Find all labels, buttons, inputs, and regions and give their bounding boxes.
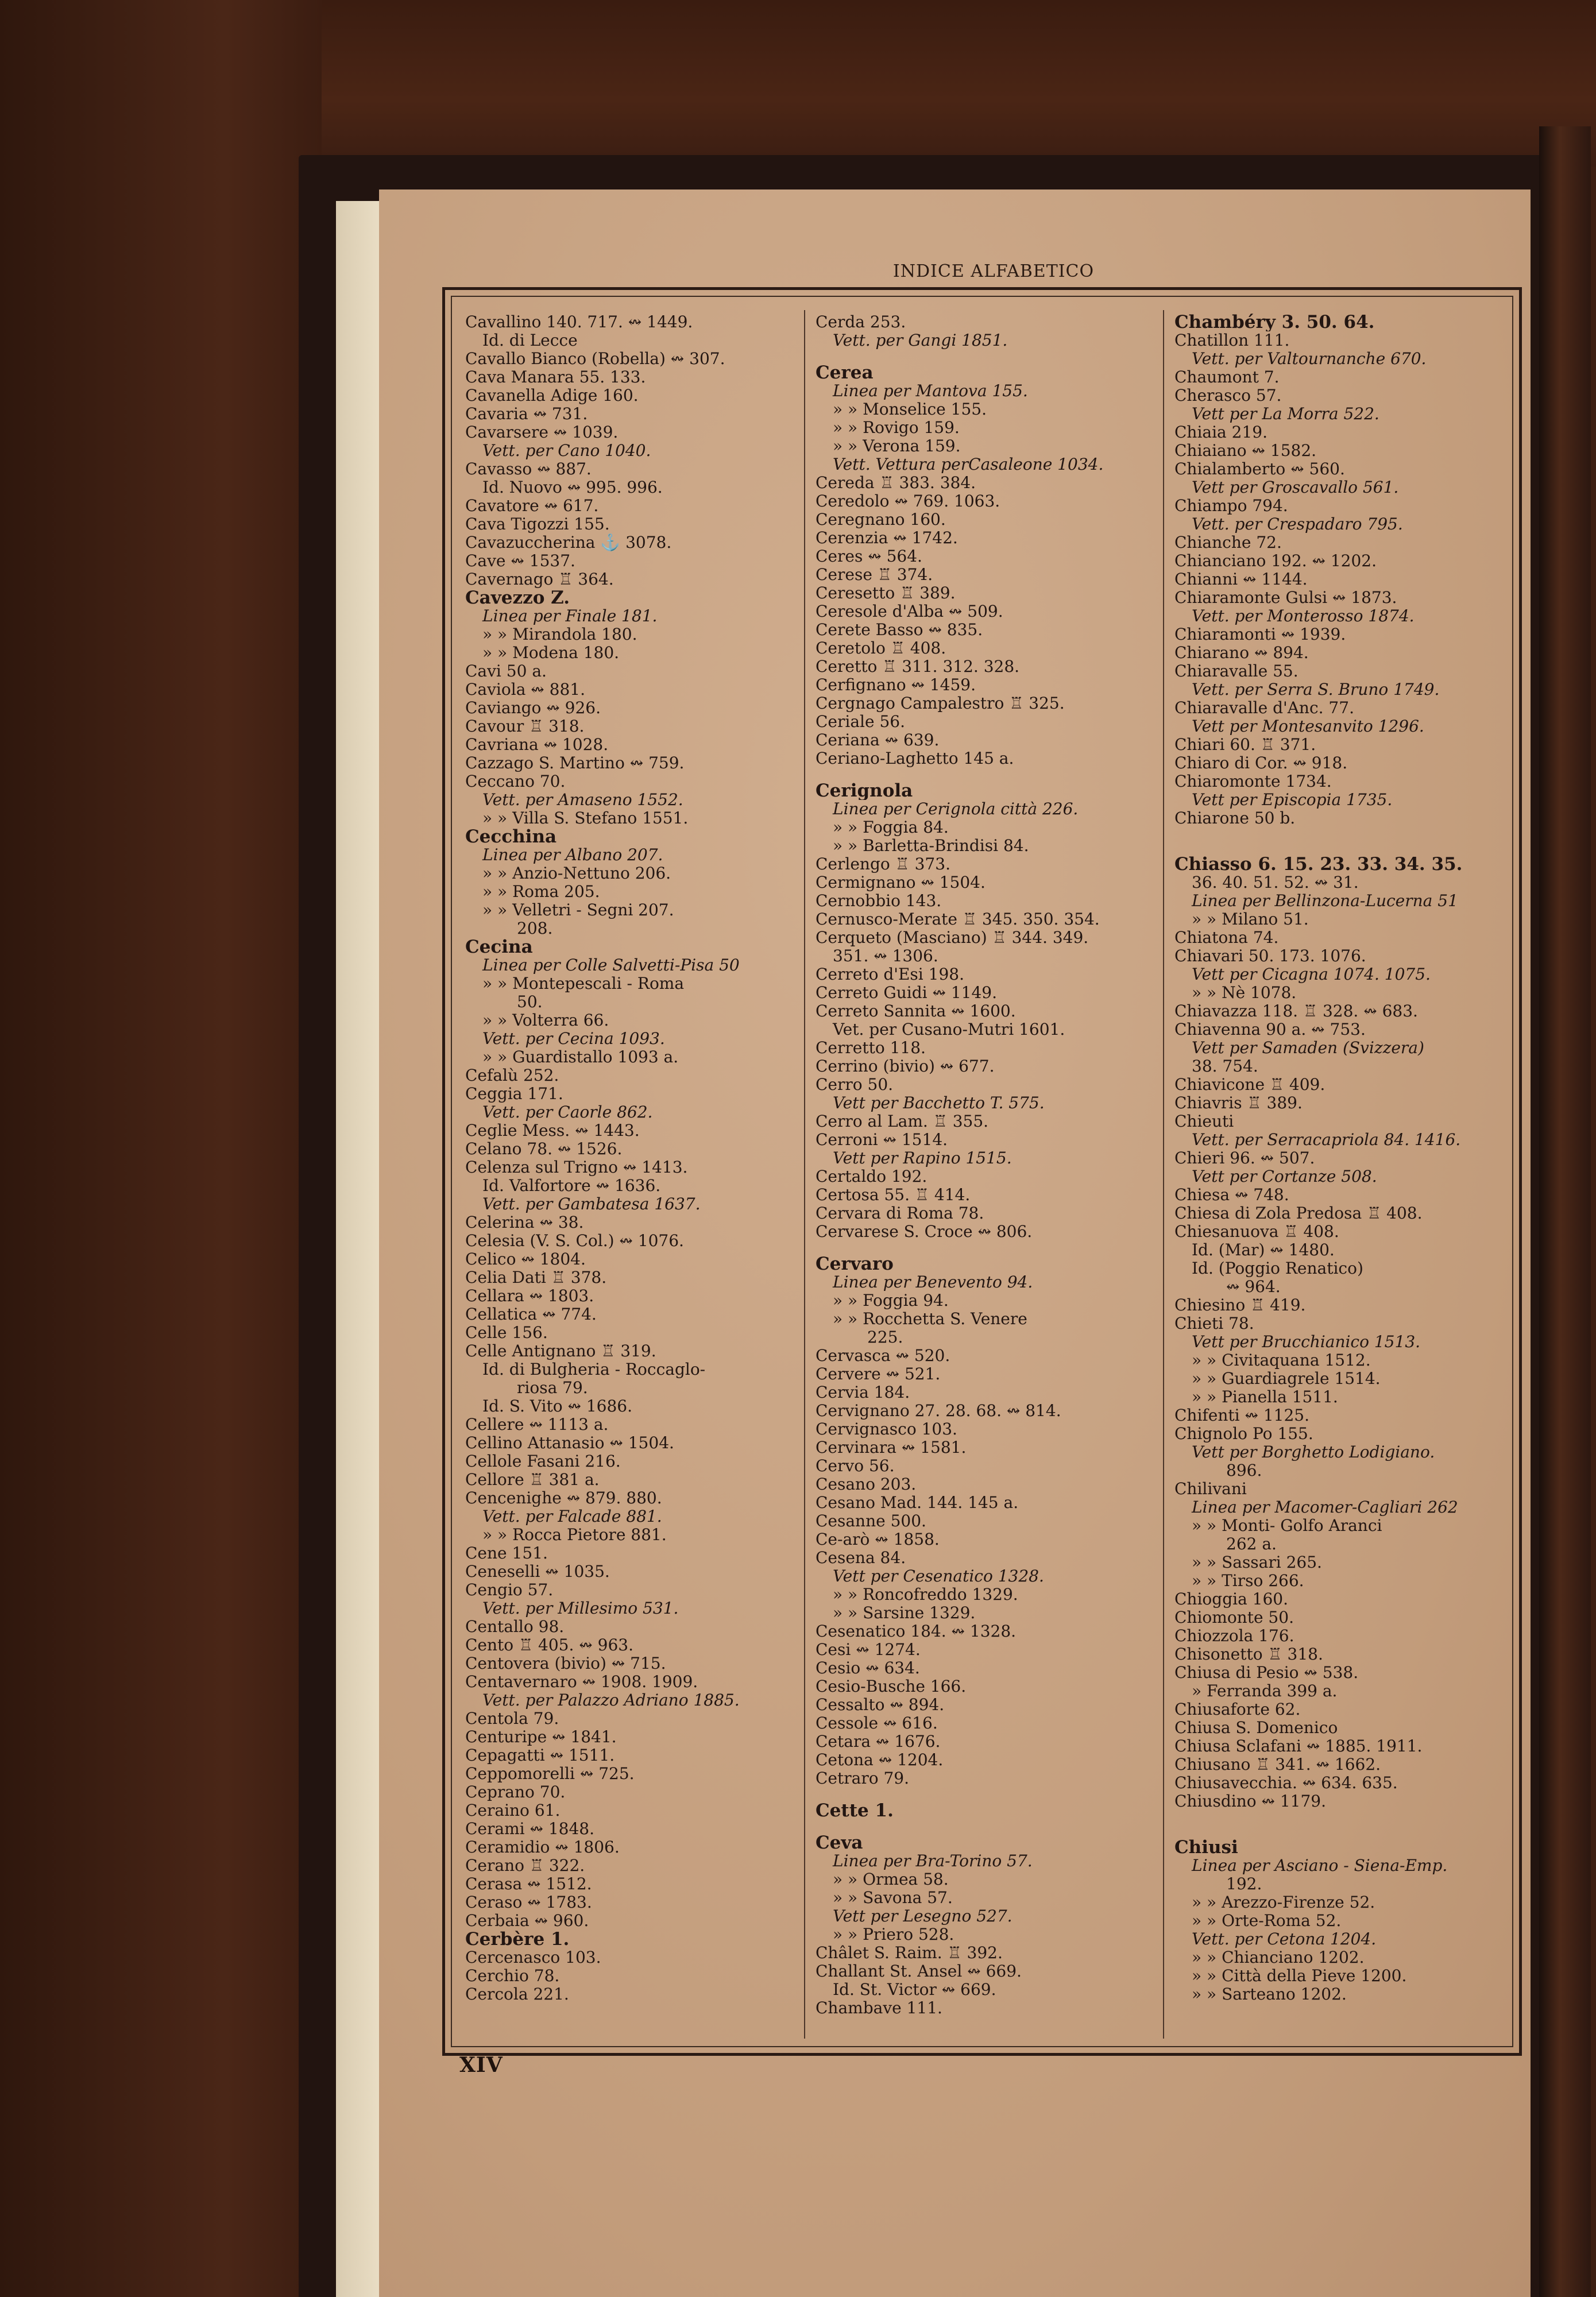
index-entry: Cerese ♖ 374. [816,566,933,584]
index-entry: Ceriale 56. [816,713,905,731]
index-entry: Cavallo Bianco (Robella) ↭ 307. [465,350,725,368]
index-entry: Cerenzia ↭ 1742. [816,529,958,547]
index-entry: Cellole Fasani 216. [465,1452,621,1471]
index-entry: Caviola ↭ 881. [465,680,586,699]
index-column-2 [816,313,1157,2017]
index-entry: Cene 151. [465,1544,548,1563]
index-entry: Cecchina [465,827,557,846]
index-entry: Vett. per Gambatesa 1637. [482,1195,701,1213]
index-entry: Cavaria ↭ 731. [465,405,588,423]
index-entry: Ceglie Mess. ↭ 1443. [465,1122,640,1140]
index-entry: Cava Tigozzi 155. [465,515,610,533]
index-entry: 38. 754. [1192,1057,1258,1076]
index-entry: Cetona ↭ 1204. [816,1751,944,1769]
index-entry: Linea per Mantova 155. [833,382,1028,400]
index-entry: » » Savona 57. [833,1889,953,1907]
index-entry: Centallo 98. [465,1618,565,1636]
index-entry: Cerlengo ♖ 373. [816,855,950,873]
index-entry: Ceres ↭ 564. [816,547,922,566]
index-entry: Id. di Lecce [482,331,578,350]
index-entry: 351. ↭ 1306. [833,947,938,965]
index-entry: Caviango ↭ 926. [465,699,601,717]
index-entry: 225. [867,1328,903,1347]
index-entry: Ceneselli ↭ 1035. [465,1563,610,1581]
index-entry: Cavi 50 a. [465,662,547,680]
index-entry: Chiusa Sclafani ↭ 1885. 1911. [1174,1737,1423,1755]
index-entry: Cefalù 252. [465,1066,559,1085]
index-entry: Linea per Asciano - Siena-Emp. [1192,1857,1448,1875]
index-entry: Cava Manara 55. 133. [465,368,646,386]
index-entry: Cerfignano ↭ 1459. [816,676,976,694]
index-entry: Ceresole d'Alba ↭ 509. [816,602,1003,621]
index-entry: Chiusdino ↭ 1179. [1174,1792,1327,1811]
index-entry: Cerqueto (Masciano) ♖ 344. 349. [816,929,1089,947]
index-entry: Chiaravalle d'Anc. 77. [1174,699,1354,717]
index-entry: Chiusa di Pesio ↭ 538. [1174,1664,1359,1682]
index-entry: » » Città della Pieve 1200. [1192,1967,1407,1985]
index-entry: Cetara ↭ 1676. [816,1733,941,1751]
index-entry: » » Mirandola 180. [482,625,637,644]
index-entry: Chiaramonti ↭ 1939. [1174,625,1346,644]
index-entry: Cercenasco 103. [465,1948,601,1967]
index-entry: Cesio-Busche 166. [816,1677,967,1696]
index-entry: Cesena 84. [816,1549,906,1567]
index-entry: Cesanne 500. [816,1512,926,1530]
index-entry: Chiusaforte 62. [1174,1700,1301,1719]
index-entry: Cervia 184. [816,1383,910,1402]
index-entry: Id. St. Victor ↭ 669. [833,1981,996,1999]
index-entry: Cengio 57. [465,1581,554,1599]
index-entry: Cesenatico 184. ↭ 1328. [816,1622,1017,1641]
index-entry: » » Barletta-Brindisi 84. [833,837,1029,855]
column-rule-2 [1163,310,1164,2039]
index-entry: Vett per Cortanze 508. [1192,1167,1377,1186]
index-entry: Cencenighe ↭ 879. 880. [465,1489,662,1507]
index-entry: 36. 40. 51. 52. ↭ 31. [1192,873,1359,892]
index-entry: Chiasso 6. 15. 23. 33. 34. 35. [1174,855,1463,873]
index-entry: » » Velletri - Segni 207. [482,901,674,919]
index-entry: Chiarano ↭ 894. [1174,644,1309,662]
index-entry: Cermignano ↭ 1504. [816,873,986,892]
index-entry: Chianciano 192. ↭ 1202. [1174,552,1377,570]
index-entry: Chambave 111. [816,1999,942,2017]
index-entry: Chiaia 219. [1174,423,1267,442]
index-entry: Celenza sul Trigno ↭ 1413. [465,1158,688,1177]
index-entry: Ceprano 70. [465,1783,566,1801]
index-entry: Cavatore ↭ 617. [465,497,599,515]
index-entry [1174,841,1508,855]
index-entry: Chaumont 7. [1174,368,1280,386]
index-entry: Chiesa ↭ 748. [1174,1186,1289,1204]
index-entry: Ceraino 61. [465,1801,561,1820]
index-entry: Cervara di Roma 78. [816,1204,984,1223]
index-entry: Chiesino ♖ 419. [1174,1296,1306,1314]
index-entry: Cerano ♖ 322. [465,1857,585,1875]
index-entry: » » Anzio-Nettuno 206. [482,864,671,883]
index-column-3 [1174,313,1508,2004]
index-entry: Linea per Bellinzona-Lucerna 51 [1192,892,1458,910]
index-entry: Vett per Rapino 1515. [833,1149,1012,1167]
index-entry: Chiavris ♖ 389. [1174,1094,1303,1112]
index-entry: Celano 78. ↭ 1526. [465,1140,623,1158]
index-entry: Cerroni ↭ 1514. [816,1131,948,1149]
index-entry: » » Sassari 265. [1192,1553,1322,1572]
index-entry: Cergnago Campalestro ♖ 325. [816,694,1065,713]
index-entry: Vett per Montesanvito 1296. [1192,717,1424,736]
index-entry: Vett. Vettura perCasaleone 1034. [833,455,1104,474]
index-entry: Cerasa ↭ 1512. [465,1875,592,1893]
index-entry: Cereda ♖ 383. 384. [816,474,976,492]
index-entry: Cavazuccherina ⚓ 3078. [465,533,672,552]
index-entry: Cerignola [816,782,913,800]
index-entry: Chiari 60. ♖ 371. [1174,736,1316,754]
index-entry [816,350,1157,364]
index-entry: Cervignasco 103. [816,1420,957,1438]
index-entry: Chieuti [1174,1112,1234,1131]
index-entry: Celle 156. [465,1324,548,1342]
index-entry: Cepagatti ↭ 1511. [465,1746,615,1765]
index-entry: 208. [517,919,553,938]
index-entry: Vett per Lesegno 527. [833,1907,1013,1925]
index-entry: Vett. per Serra S. Bruno 1749. [1192,680,1440,699]
index-entry: » » Sarteano 1202. [1192,1985,1347,2004]
index-entry: » » Volterra 66. [482,1011,609,1030]
index-entry: Cavour ♖ 318. [465,717,585,736]
index-entry: Chiaramonte Gulsi ↭ 1873. [1174,589,1397,607]
index-entry: Cervinara ↭ 1581. [816,1438,967,1457]
index-entry: » » Roncofreddo 1329. [833,1586,1018,1604]
index-entry: Linea per Albano 207. [482,846,663,864]
index-entry: Cerreto d'Esi 198. [816,965,964,984]
index-entry: Centovera (bivio) ↭ 715. [465,1654,666,1673]
index-entry: Cellatica ↭ 774. [465,1305,597,1324]
index-entry: Chiozzola 176. [1174,1627,1294,1645]
index-entry: » » Chianciano 1202. [1192,1948,1365,1967]
index-entry: » » Foggia 94. [833,1291,949,1310]
index-entry: Chilivani [1174,1480,1247,1498]
index-entry: Chiomonte 50. [1174,1608,1294,1627]
index-entry: Chiusi [1174,1838,1238,1857]
index-entry: Cesio ↭ 634. [816,1659,920,1677]
index-entry: Cellino Attanasio ↭ 1504. [465,1434,674,1452]
index-entry: Cerda 253. [816,313,906,331]
index-entry: Vett. per Palazzo Adriano 1885. [482,1691,740,1710]
index-entry: Linea per Colle Salvetti-Pisa 50 [482,956,740,975]
index-entry: Cessole ↭ 616. [816,1714,938,1733]
index-entry: Vett. per Crespadaro 795. [1192,515,1403,533]
index-entry: Id. di Bulgheria - Roccaglo- [482,1360,706,1379]
index-entry: Chifenti ↭ 1125. [1174,1406,1310,1425]
index-entry: Chiatona 74. [1174,929,1279,947]
index-entry: Ceretto ♖ 311. 312. 328. [816,658,1020,676]
index-entry: Chiavazza 118. ♖ 328. ↭ 683. [1174,1002,1418,1020]
index-entry [816,1788,1157,1801]
index-entry: Cavezzo Z. [465,589,570,607]
index-entry: Chiavenna 90 a. ↭ 753. [1174,1020,1366,1039]
index-entry: Linea per Bra-Torino 57. [833,1852,1033,1870]
index-entry: Cerretto 118. [816,1039,926,1057]
index-entry: Celerina ↭ 38. [465,1213,584,1232]
index-entry: Ceppomorelli ↭ 725. [465,1765,635,1783]
index-entry: Chiampo 794. [1174,497,1288,515]
index-entry: » » Rovigo 159. [833,419,960,437]
index-entry: Cessalto ↭ 894. [816,1696,945,1714]
index-entry: » » Modena 180. [482,644,620,662]
index-entry: Centuripe ↭ 1841. [465,1728,617,1746]
index-entry: Cellere ↭ 1113 a. [465,1416,609,1434]
index-entry: Ceredolo ↭ 769. 1063. [816,492,1000,511]
index-entry: Id. (Mar) ↭ 1480. [1192,1241,1335,1259]
index-entry: » » Montepescali - Roma [482,975,685,993]
index-entry: Cavernago ♖ 364. [465,570,614,589]
index-entry: Celesia (V. S. Col.) ↭ 1076. [465,1232,684,1250]
index-entry: 262 a. [1226,1535,1277,1553]
index-entry: » » Milano 51. [1192,910,1309,929]
index-entry: Cernobbio 143. [816,892,942,910]
index-entry: Id. Valfortore ↭ 1636. [482,1177,661,1195]
index-entry: Ceccano 70. [465,772,566,791]
index-entry: » » Priero 528. [833,1925,954,1944]
index-entry: » » Rocca Pietore 881. [482,1526,667,1544]
index-entry: Chiaravalle 55. [1174,662,1299,680]
index-entry: Cerrino (bivio) ↭ 677. [816,1057,995,1076]
index-entry: Vett. per Falcade 881. [482,1507,662,1526]
index-entry: Vett per Groscavallo 561. [1192,478,1399,497]
index-entry: Cavasso ↭ 887. [465,460,592,478]
index-entry: 192. [1226,1875,1262,1893]
index-entry: Chiaromonte 1734. [1174,772,1332,791]
index-entry: Chiarone 50 b. [1174,809,1296,827]
index-entry: Vett per Cicagna 1074. 1075. [1192,965,1431,984]
index-entry: Chiesa di Zola Predosa ♖ 408. [1174,1204,1423,1223]
index-entry: Chiesanuova ♖ 408. [1174,1223,1339,1241]
index-entry: » » Villa S. Stefano 1551. [482,809,689,827]
index-entry: Cellore ♖ 381 a. [465,1471,600,1489]
index-entry: Celia Dati ♖ 378. [465,1269,607,1287]
index-entry: Chianche 72. [1174,533,1282,552]
index-entry: » » Civitaquana 1512. [1192,1351,1371,1370]
index-entry: Id. S. Vito ↭ 1686. [482,1397,632,1416]
index-entry: Ceraso ↭ 1783. [465,1893,592,1912]
background-left [0,0,322,2297]
index-entry: Cesi ↭ 1274. [816,1641,921,1659]
book-cover-edge [1539,126,1591,2297]
index-entry: Cerchio 78. [465,1967,560,1985]
index-entry: Chiusavecchia. ↭ 634. 635. [1174,1774,1398,1792]
index-column-1 [465,313,798,2004]
index-entry: » » Ormea 58. [833,1870,949,1889]
index-entry: Cazzago S. Martino ↭ 759. [465,754,685,772]
index-entry: » Ferranda 399 a. [1192,1682,1338,1700]
index-entry: Châlet S. Raim. ♖ 392. [816,1944,1003,1962]
index-entry: Cave ↭ 1537. [465,552,575,570]
index-entry: Centavernaro ↭ 1908. 1909. [465,1673,698,1691]
index-entry: Certosa 55. ♖ 414. [816,1186,971,1204]
index-entry: Cervo 56. [816,1457,895,1475]
index-entry: Cervere ↭ 521. [816,1365,941,1383]
index-entry: Vett. per Cano 1040. [482,442,651,460]
index-entry: Certaldo 192. [816,1167,928,1186]
index-entry [816,1241,1157,1255]
index-entry: Id. Nuovo ↭ 995. 996. [482,478,663,497]
index-entry: » » Orte-Roma 52. [1192,1912,1342,1930]
index-entry: Chieri 96. ↭ 507. [1174,1149,1315,1167]
page-edge-strip [336,201,379,2297]
index-entry: Vett per Episcopia 1735. [1192,791,1393,809]
index-entry: Cerea [816,364,874,382]
index-entry: » » Monselice 155. [833,400,987,419]
index-entry: Ceresetto ♖ 389. [816,584,956,602]
index-entry: Linea per Cerignola città 226. [833,800,1079,818]
index-entry: Linea per Macomer-Cagliari 262 [1192,1498,1458,1517]
index-entry: Chiavicone ♖ 409. [1174,1076,1326,1094]
index-entry: » » Tirso 266. [1192,1572,1304,1590]
index-entry: Challant St. Ansel ↭ 669. [816,1962,1022,1981]
index-entry: » » Pianella 1511. [1192,1388,1338,1406]
index-entry: Cento ♖ 405. ↭ 963. [465,1636,633,1654]
index-entry: Vett per Brucchianico 1513. [1192,1333,1421,1351]
index-entry: Ceriana ↭ 639. [816,731,940,749]
index-entry: » » Foggia 84. [833,818,949,837]
index-entry: Ceriano-Laghetto 145 a. [816,749,1014,768]
index-entry: Ceva [816,1834,863,1852]
index-entry: Vett per Samaden (Svizzera) [1192,1039,1424,1057]
index-entry: Vett. per Cetona 1204. [1192,1930,1377,1948]
index-entry: Chisonetto ♖ 318. [1174,1645,1323,1664]
index-entry [1174,827,1508,841]
index-entry: Celle Antignano ♖ 319. [465,1342,656,1360]
index-entry: Vett per Bacchetto T. 575. [833,1094,1045,1112]
index-entry: Cavarsere ↭ 1039. [465,423,619,442]
index-entry: » » Rocchetta S. Venere [833,1310,1027,1328]
index-entry: Chignolo Po 155. [1174,1425,1313,1443]
index-entry: Cecina [465,938,533,956]
index-entry: Cerreto Sannita ↭ 1600. [816,1002,1016,1020]
index-entry: Ceggia 171. [465,1085,563,1103]
index-entry: Chieti 78. [1174,1314,1254,1333]
page-title: INDICE ALFABETICO [892,261,1095,281]
index-entry: Ceretolo ♖ 408. [816,639,946,658]
index-entry: Chianni ↭ 1144. [1174,570,1308,589]
index-entry: » » Nè 1078. [1192,984,1297,1002]
index-entry: Cerro al Lam. ♖ 355. [816,1112,989,1131]
index-entry: ↭ 964. [1226,1278,1281,1296]
index-entry: Cetraro 79. [816,1769,909,1788]
index-entry: Cernusco-Merate ♖ 345. 350. 354. [816,910,1100,929]
index-entry: » » Roma 205. [482,883,600,901]
index-entry: Cerbère 1. [465,1930,570,1948]
index-entry: Ce-arò ↭ 1858. [816,1530,940,1549]
index-entry: » » Arezzo-Firenze 52. [1192,1893,1375,1912]
index-entry: » » Sarsine 1329. [833,1604,976,1622]
index-entry: Cervasca ↭ 520. [816,1347,950,1365]
index-entry: Cerami ↭ 1848. [465,1820,594,1838]
index-entry: Chioggia 160. [1174,1590,1289,1608]
index-entry [1174,1824,1508,1838]
index-entry: Cette 1. [816,1801,894,1820]
index-entry: Chatillon 111. [1174,331,1290,350]
index-entry: Cesano 203. [816,1475,917,1494]
index-entry: Cerro 50. [816,1076,894,1094]
index-entry: Vett. per Serracapriola 84. 1416. [1192,1131,1461,1149]
index-entry: Linea per Finale 181. [482,607,658,625]
index-entry: Celico ↭ 1804. [465,1250,586,1269]
index-entry: Chiaiano ↭ 1582. [1174,442,1317,460]
index-entry [816,1820,1157,1834]
index-entry: riosa 79. [517,1379,588,1397]
page-number: XIV [459,2053,503,2077]
index-entry: » » Guardiagrele 1514. [1192,1370,1381,1388]
index-entry: Chambéry 3. 50. 64. [1174,313,1375,331]
index-entry: Chialamberto ↭ 560. [1174,460,1345,478]
index-entry: Ceregnano 160. [816,511,946,529]
index-entry: Linea per Benevento 94. [833,1273,1033,1291]
index-entry: Cavallino 140. 717. ↭ 1449. [465,313,693,331]
index-entry: Vett per La Morra 522. [1192,405,1379,423]
index-entry: Vett. per Cecina 1093. [482,1030,665,1048]
index-entry: Vet. per Cusano-Mutri 1601. [833,1020,1065,1039]
index-entry: Cavanella Adige 160. [465,386,639,405]
index-entry: 50. [517,993,543,1011]
index-entry: Vett. per Monterosso 1874. [1192,607,1415,625]
index-entry: Cavriana ↭ 1028. [465,736,609,754]
index-entry: » » Monti- Golfo Aranci [1192,1517,1382,1535]
index-entry: Cesano Mad. 144. 145 a. [816,1494,1019,1512]
index-entry: Ceramidio ↭ 1806. [465,1838,620,1857]
index-entry: Chiusano ♖ 341. ↭ 1662. [1174,1755,1381,1774]
index-entry [1174,1811,1508,1824]
index-entry: Chiaro di Cor. ↭ 918. [1174,754,1348,772]
index-entry: Vett per Cesenatico 1328. [833,1567,1044,1586]
index-entry: Vett. per Amaseno 1552. [482,791,683,809]
index-entry: Cerreto Guidi ↭ 1149. [816,984,997,1002]
index-entry: Chiavari 50. 173. 1076. [1174,947,1366,965]
column-rule-1 [804,310,805,2039]
index-entry: Cellara ↭ 1803. [465,1287,594,1305]
index-entry: Cervarese S. Croce ↭ 806. [816,1223,1033,1241]
index-entry: Cervignano 27. 28. 68. ↭ 814. [816,1402,1061,1420]
index-entry: Cerete Basso ↭ 835. [816,621,983,639]
index-entry: Vett. per Valtournanche 670. [1192,350,1427,368]
index-entry: Cercola 221. [465,1985,569,2004]
index-entry: 896. [1226,1461,1262,1480]
index-entry: » » Guardistallo 1093 a. [482,1048,679,1066]
index-entry: Cerbaia ↭ 960. [465,1912,589,1930]
index-entry: Vett. per Millesimo 531. [482,1599,679,1618]
index-entry: » » Verona 159. [833,437,961,455]
index-entry [816,768,1157,782]
index-entry: Chiusa S. Domenico [1174,1719,1338,1737]
index-entry: Cervaro [816,1255,894,1273]
index-entry: Centola 79. [465,1710,559,1728]
index-entry: Cherasco 57. [1174,386,1282,405]
index-entry: Id. (Poggio Renatico) [1192,1259,1363,1278]
index-entry: Vett per Borghetto Lodigiano. [1192,1443,1435,1461]
index-entry: Vett. per Gangi 1851. [833,331,1008,350]
index-entry: Vett. per Caorle 862. [482,1103,653,1122]
